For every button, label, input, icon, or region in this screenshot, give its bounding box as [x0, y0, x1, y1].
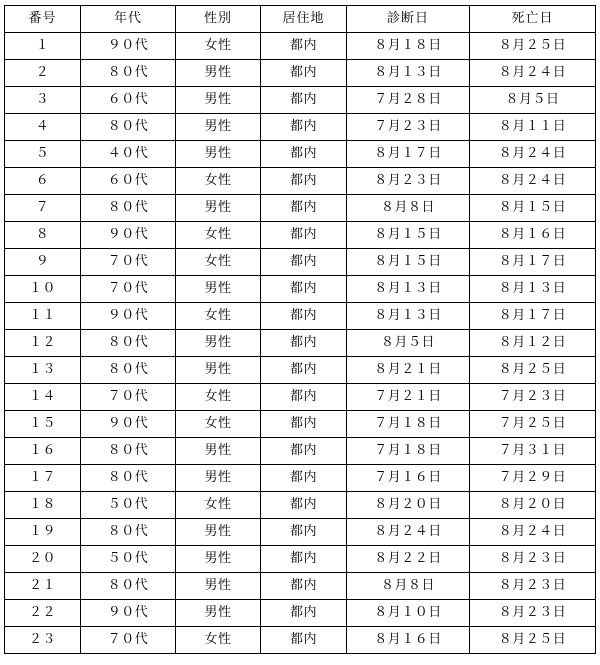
cell-diagnosis-date: ８月２１日	[347, 357, 470, 384]
cell-number: ８	[5, 222, 81, 249]
cell-sex: 男性	[176, 573, 261, 600]
cell-diagnosis-date: ８月２０日	[347, 492, 470, 519]
cell-diagnosis-date: ８月１７日	[347, 141, 470, 168]
cell-death-date: ８月２４日	[470, 519, 596, 546]
cell-sex: 男性	[176, 60, 261, 87]
header-number: 番号	[5, 6, 81, 33]
cell-residence: 都内	[261, 411, 347, 438]
table-row	[5, 141, 596, 168]
cell-sex: 男性	[176, 330, 261, 357]
cell-age-group: ５０代	[81, 492, 176, 519]
cell-death-date: ８月２０日	[470, 492, 596, 519]
cell-diagnosis-date: ７月２８日	[347, 87, 470, 114]
cell-residence: 都内	[261, 195, 347, 222]
cell-number: ５	[5, 141, 81, 168]
table-row	[5, 303, 596, 330]
cell-age-group: ８０代	[81, 60, 176, 87]
cell-residence: 都内	[261, 141, 347, 168]
cell-diagnosis-date: ８月２３日	[347, 168, 470, 195]
table-row	[5, 465, 596, 492]
cell-sex: 男性	[176, 87, 261, 114]
cell-death-date: ８月２５日	[470, 357, 596, 384]
cell-number: ２３	[5, 627, 81, 654]
case-table	[4, 5, 596, 654]
cell-diagnosis-date: ７月１６日	[347, 465, 470, 492]
cell-sex: 女性	[176, 384, 261, 411]
table-row	[5, 411, 596, 438]
cell-age-group: ７０代	[81, 276, 176, 303]
cell-residence: 都内	[261, 249, 347, 276]
cell-sex: 女性	[176, 222, 261, 249]
cell-sex: 男性	[176, 141, 261, 168]
cell-residence: 都内	[261, 33, 347, 60]
cell-number: １６	[5, 438, 81, 465]
cell-number: １８	[5, 492, 81, 519]
cell-number: ３	[5, 87, 81, 114]
cell-sex: 男性	[176, 276, 261, 303]
table-row	[5, 276, 596, 303]
cell-diagnosis-date: ８月２２日	[347, 546, 470, 573]
cell-death-date: ８月２３日	[470, 546, 596, 573]
cell-residence: 都内	[261, 168, 347, 195]
cell-number: ７	[5, 195, 81, 222]
cell-age-group: ６０代	[81, 168, 176, 195]
cell-residence: 都内	[261, 492, 347, 519]
cell-sex: 男性	[176, 465, 261, 492]
table-row	[5, 492, 596, 519]
cell-sex: 男性	[176, 438, 261, 465]
cell-diagnosis-date: ８月１３日	[347, 276, 470, 303]
cell-residence: 都内	[261, 627, 347, 654]
case-table-container	[4, 5, 596, 654]
table-row	[5, 357, 596, 384]
cell-sex: 女性	[176, 627, 261, 654]
cell-age-group: ８０代	[81, 357, 176, 384]
cell-diagnosis-date: ８月１３日	[347, 60, 470, 87]
table-row	[5, 60, 596, 87]
cell-sex: 男性	[176, 195, 261, 222]
cell-diagnosis-date: ７月１８日	[347, 411, 470, 438]
cell-number: ２	[5, 60, 81, 87]
table-row	[5, 600, 596, 627]
cell-number: １４	[5, 384, 81, 411]
header-sex: 性別	[176, 6, 261, 33]
table-row	[5, 195, 596, 222]
cell-number: １０	[5, 276, 81, 303]
cell-sex: 女性	[176, 249, 261, 276]
table-row	[5, 546, 596, 573]
cell-residence: 都内	[261, 600, 347, 627]
cell-death-date: ８月１３日	[470, 276, 596, 303]
cell-diagnosis-date: ８月１６日	[347, 627, 470, 654]
table-row	[5, 114, 596, 141]
cell-number: ２２	[5, 600, 81, 627]
cell-diagnosis-date: ８月１０日	[347, 600, 470, 627]
cell-death-date: ８月２３日	[470, 573, 596, 600]
cell-age-group: ８０代	[81, 438, 176, 465]
cell-residence: 都内	[261, 438, 347, 465]
cell-number: ６	[5, 168, 81, 195]
cell-number: １２	[5, 330, 81, 357]
cell-residence: 都内	[261, 330, 347, 357]
cell-sex: 女性	[176, 33, 261, 60]
cell-death-date: ８月１５日	[470, 195, 596, 222]
cell-number: １３	[5, 357, 81, 384]
cell-diagnosis-date: ８月５日	[347, 330, 470, 357]
cell-number: １１	[5, 303, 81, 330]
cell-age-group: ８０代	[81, 519, 176, 546]
cell-death-date: ８月５日	[470, 87, 596, 114]
cell-death-date: ７月２９日	[470, 465, 596, 492]
cell-sex: 女性	[176, 492, 261, 519]
cell-diagnosis-date: ８月２４日	[347, 519, 470, 546]
cell-death-date: ８月１６日	[470, 222, 596, 249]
cell-number: ２０	[5, 546, 81, 573]
cell-residence: 都内	[261, 87, 347, 114]
table-row	[5, 519, 596, 546]
cell-residence: 都内	[261, 357, 347, 384]
table-row	[5, 384, 596, 411]
table-body	[5, 33, 596, 654]
cell-age-group: ８０代	[81, 114, 176, 141]
cell-death-date: ７月２３日	[470, 384, 596, 411]
cell-diagnosis-date: ７月２１日	[347, 384, 470, 411]
cell-diagnosis-date: ８月８日	[347, 195, 470, 222]
table-row	[5, 627, 596, 654]
cell-age-group: ７０代	[81, 249, 176, 276]
cell-residence: 都内	[261, 60, 347, 87]
cell-age-group: ８０代	[81, 195, 176, 222]
cell-number: ４	[5, 114, 81, 141]
cell-age-group: ７０代	[81, 384, 176, 411]
cell-age-group: ９０代	[81, 33, 176, 60]
cell-residence: 都内	[261, 573, 347, 600]
cell-age-group: ９０代	[81, 600, 176, 627]
cell-number: １５	[5, 411, 81, 438]
cell-number: １７	[5, 465, 81, 492]
cell-diagnosis-date: ８月１５日	[347, 222, 470, 249]
cell-age-group: ９０代	[81, 411, 176, 438]
cell-sex: 女性	[176, 168, 261, 195]
table-row	[5, 222, 596, 249]
cell-sex: 女性	[176, 411, 261, 438]
cell-residence: 都内	[261, 276, 347, 303]
cell-sex: 男性	[176, 546, 261, 573]
cell-age-group: ７０代	[81, 627, 176, 654]
cell-number: １９	[5, 519, 81, 546]
cell-residence: 都内	[261, 519, 347, 546]
cell-death-date: ８月２５日	[470, 627, 596, 654]
cell-diagnosis-date: ８月１５日	[347, 249, 470, 276]
cell-death-date: ８月１７日	[470, 303, 596, 330]
cell-death-date: ８月２３日	[470, 600, 596, 627]
cell-death-date: ８月１７日	[470, 249, 596, 276]
cell-death-date: ８月２４日	[470, 168, 596, 195]
header-residence: 居住地	[261, 6, 347, 33]
header-diagnosis-date: 診断日	[347, 6, 470, 33]
cell-death-date: ７月２５日	[470, 411, 596, 438]
cell-diagnosis-date: ８月８日	[347, 573, 470, 600]
cell-diagnosis-date: ７月２３日	[347, 114, 470, 141]
cell-number: ２１	[5, 573, 81, 600]
table-row	[5, 33, 596, 60]
cell-sex: 男性	[176, 357, 261, 384]
table-row	[5, 249, 596, 276]
header-age-group: 年代	[81, 6, 176, 33]
table-row	[5, 438, 596, 465]
cell-age-group: ９０代	[81, 303, 176, 330]
cell-sex: 男性	[176, 114, 261, 141]
table-row	[5, 330, 596, 357]
cell-residence: 都内	[261, 222, 347, 249]
cell-age-group: ９０代	[81, 222, 176, 249]
table-row	[5, 168, 596, 195]
cell-death-date: ８月１１日	[470, 114, 596, 141]
cell-diagnosis-date: ８月１８日	[347, 33, 470, 60]
header-death-date: 死亡日	[470, 6, 596, 33]
cell-residence: 都内	[261, 546, 347, 573]
cell-age-group: ６０代	[81, 87, 176, 114]
table-row	[5, 573, 596, 600]
cell-sex: 男性	[176, 519, 261, 546]
header-row	[5, 6, 596, 33]
cell-age-group: ８０代	[81, 465, 176, 492]
cell-residence: 都内	[261, 114, 347, 141]
cell-age-group: ５０代	[81, 546, 176, 573]
cell-number: １	[5, 33, 81, 60]
cell-age-group: ４０代	[81, 141, 176, 168]
cell-residence: 都内	[261, 384, 347, 411]
cell-death-date: ８月１２日	[470, 330, 596, 357]
cell-age-group: ８０代	[81, 330, 176, 357]
cell-diagnosis-date: ８月１３日	[347, 303, 470, 330]
cell-number: ９	[5, 249, 81, 276]
cell-age-group: ８０代	[81, 573, 176, 600]
table-row	[5, 87, 596, 114]
cell-residence: 都内	[261, 303, 347, 330]
cell-death-date: ８月２５日	[470, 33, 596, 60]
cell-death-date: ７月３１日	[470, 438, 596, 465]
cell-diagnosis-date: ７月１８日	[347, 438, 470, 465]
cell-death-date: ８月２４日	[470, 141, 596, 168]
cell-sex: 男性	[176, 600, 261, 627]
cell-residence: 都内	[261, 465, 347, 492]
cell-death-date: ８月２４日	[470, 60, 596, 87]
cell-sex: 女性	[176, 303, 261, 330]
